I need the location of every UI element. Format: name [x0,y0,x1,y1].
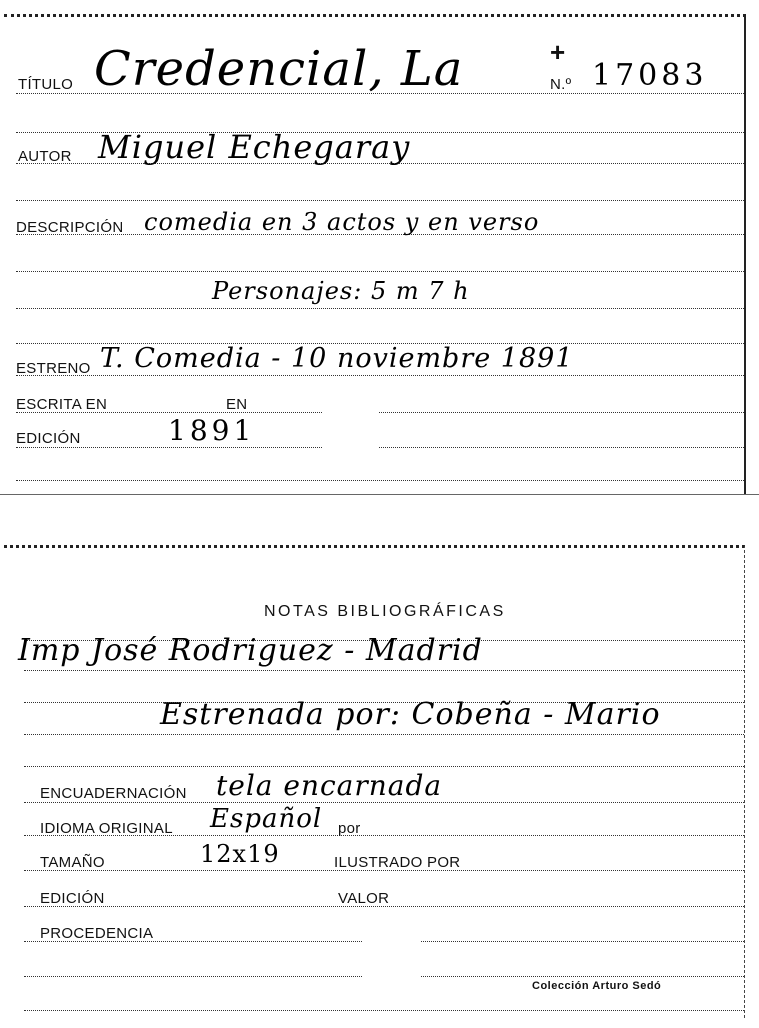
numero-value: 17083 [592,58,708,93]
notas-title: NOTAS BIBLIOGRÁFICAS [264,603,506,620]
card-separator [0,494,759,495]
edicion-back-label: EDICIÓN [40,890,105,907]
encuadernacion-value: tela encarnada [216,769,443,802]
escrita-en-label: ESCRITA EN [16,396,108,413]
por-label: por [338,820,361,837]
idioma-original-value: Español [210,804,323,834]
ruled-line [24,1010,744,1011]
edicion-label: EDICIÓN [16,430,81,447]
ruled-line [24,802,744,803]
encuadernacion-label: ENCUADERNACIÓN [40,785,187,802]
tamano-value: 12x19 [200,840,280,868]
catalog-card-front [4,14,746,495]
ruled-line [16,200,744,201]
numero-label: N.º [550,76,572,93]
ruled-line [24,670,744,671]
descripcion-label: DESCRIPCIÓN [16,219,124,236]
en-label: EN [226,396,248,413]
ruled-line [16,412,744,413]
erasure-mark [362,916,420,984]
ilustrado-por-label: ILUSTRADO POR [334,854,461,871]
descripcion-value: comedia en 3 actos y en verso [144,208,540,236]
ruled-line [16,447,744,448]
autor-label: AUTOR [18,148,72,165]
ruled-line [24,734,744,735]
valor-label: VALOR [338,890,390,907]
edicion-value: 1891 [168,414,256,447]
estreno-value: T. Comedia - 10 noviembre 1891 [100,343,574,374]
personajes-value: Personajes: 5 m 7 h [212,277,470,305]
cross-mark: + [550,37,566,67]
autor-value: Miguel Echegaray [98,128,411,166]
titulo-value: Credencial, La [94,41,464,97]
ruled-line [16,375,744,376]
procedencia-label: PROCEDENCIA [40,925,154,942]
titulo-label: TÍTULO [18,76,74,93]
nota-line-2: Estrenada por: Cobeña - Mario [160,697,661,732]
ruled-line [16,480,744,481]
nota-line-1: Imp José Rodriguez - Madrid [18,633,483,668]
erasure-mark [322,405,378,469]
ruled-line [24,766,744,767]
tamano-label: TAMAÑO [40,854,105,871]
catalog-card-back [4,545,745,1018]
ruled-line [16,271,744,272]
idioma-original-label: IDIOMA ORIGINAL [40,820,173,837]
estreno-label: ESTRENO [16,360,91,377]
ruled-line [16,308,744,309]
coleccion-footer: Colección Arturo Sedó [532,980,662,992]
